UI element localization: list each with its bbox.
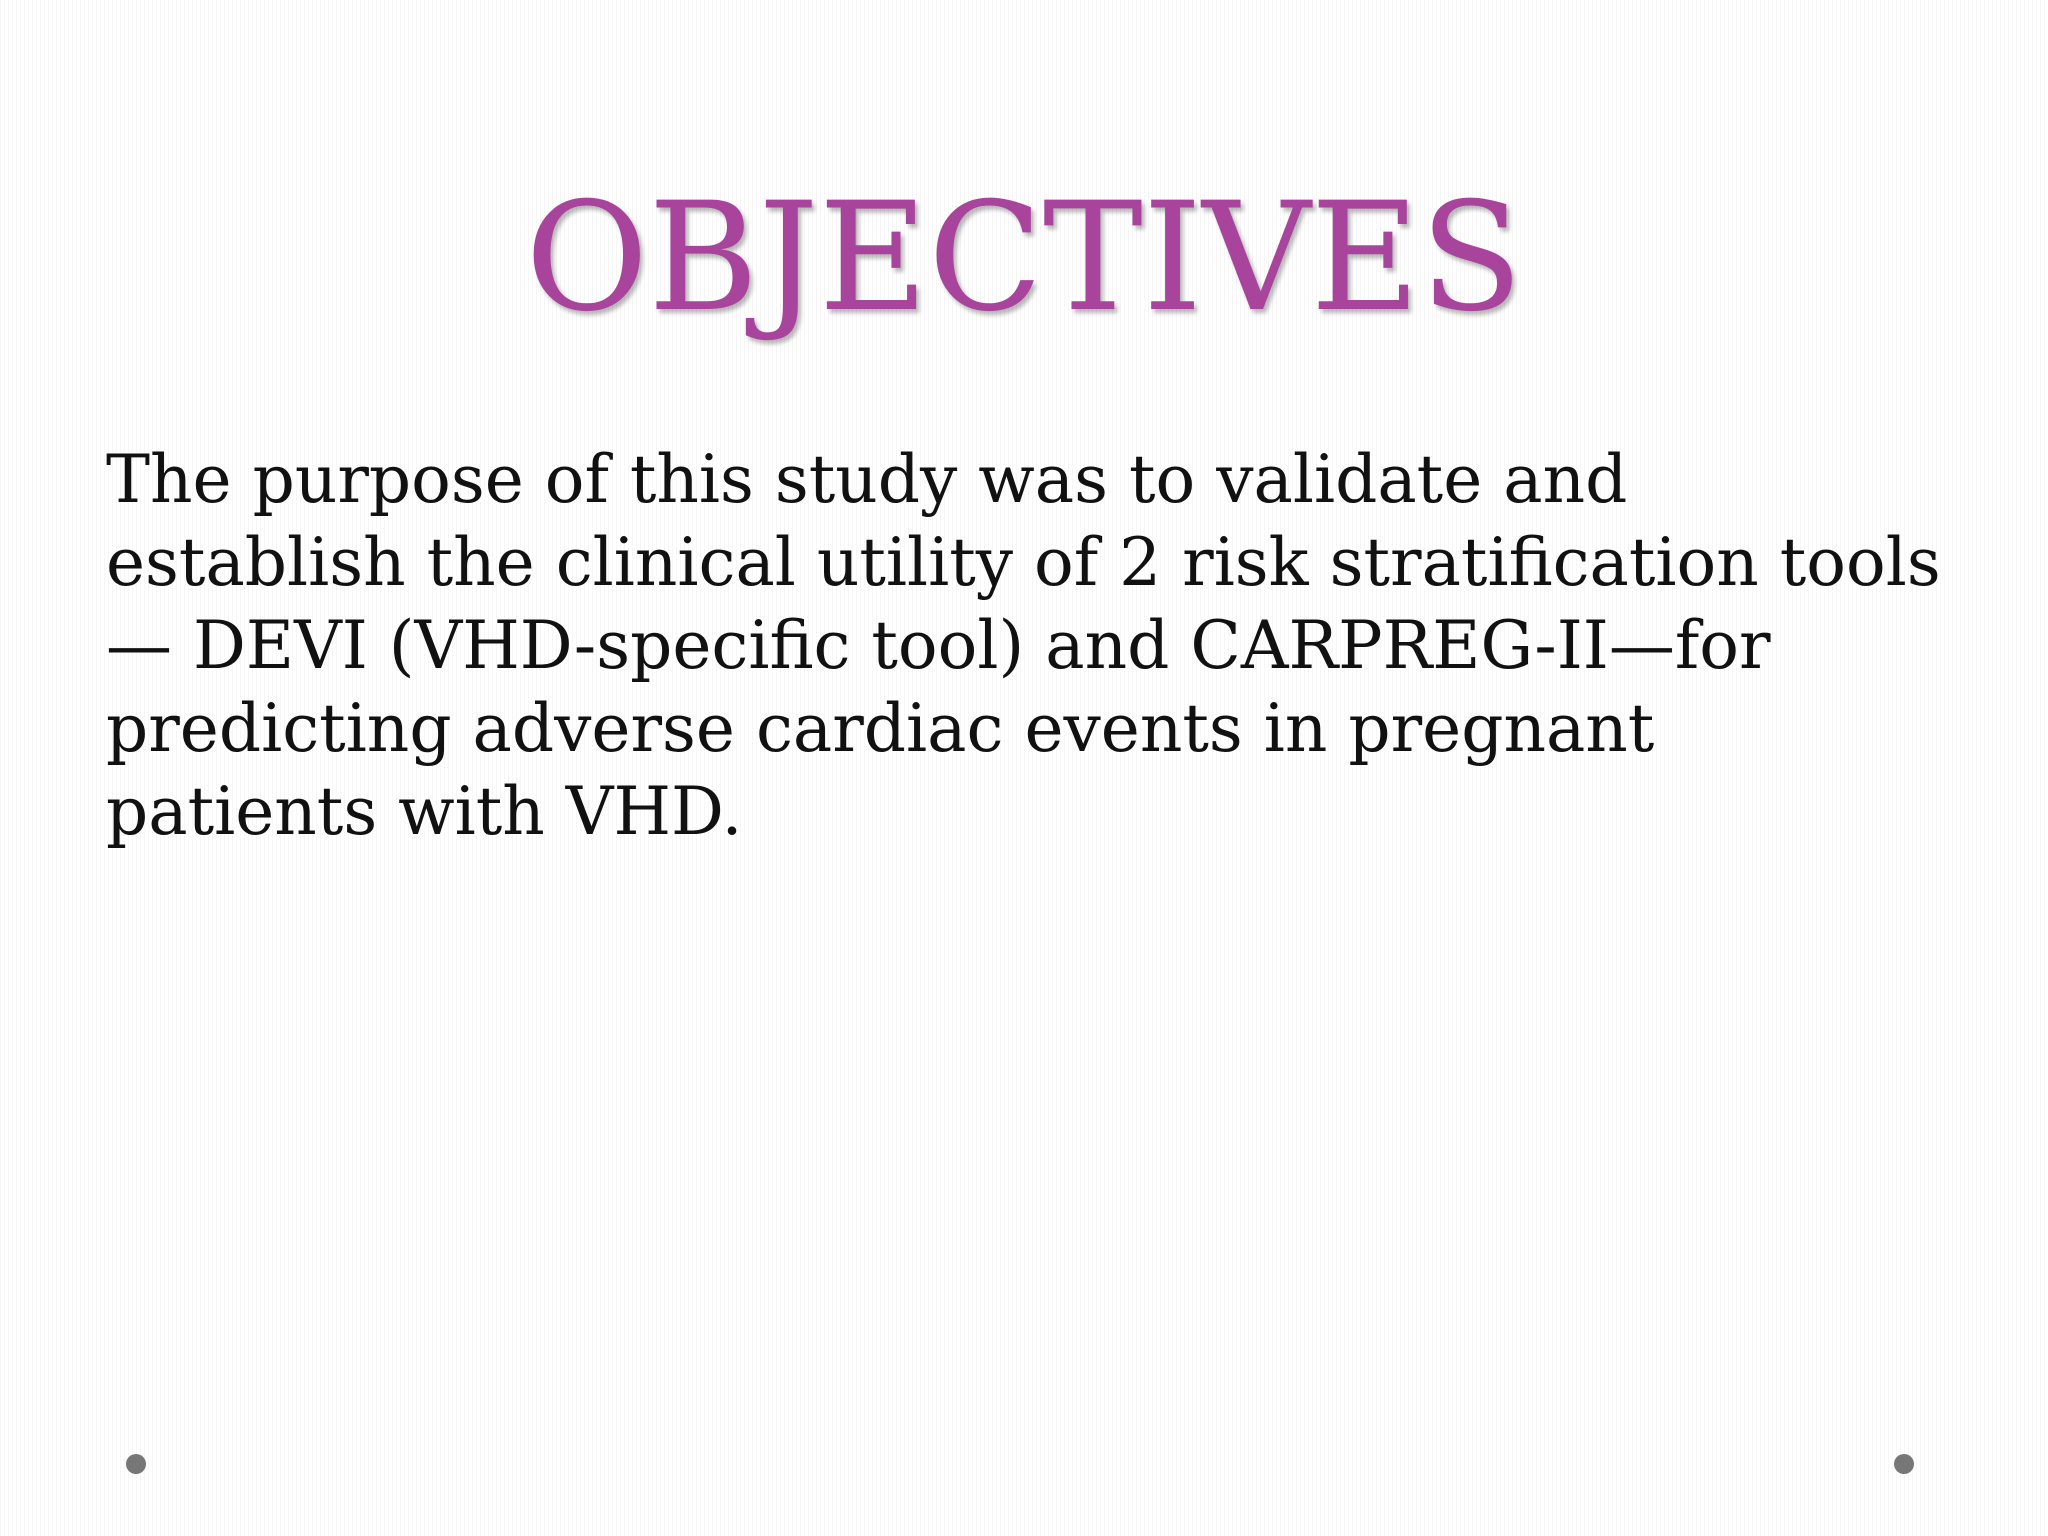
bullet-dot-right xyxy=(1894,1454,1914,1474)
objective-text: The purpose of this study was to validate and establish the clinical utility of 2 risk stratification tools— DEVI (VHD-specific tool) and CARPREG-II—for predicting adverse cardiac events in pregnant patients with VHD. xyxy=(106,441,1941,850)
bullet-dot-left xyxy=(126,1454,146,1474)
slide-title: OBJECTIVES xyxy=(525,171,1523,345)
